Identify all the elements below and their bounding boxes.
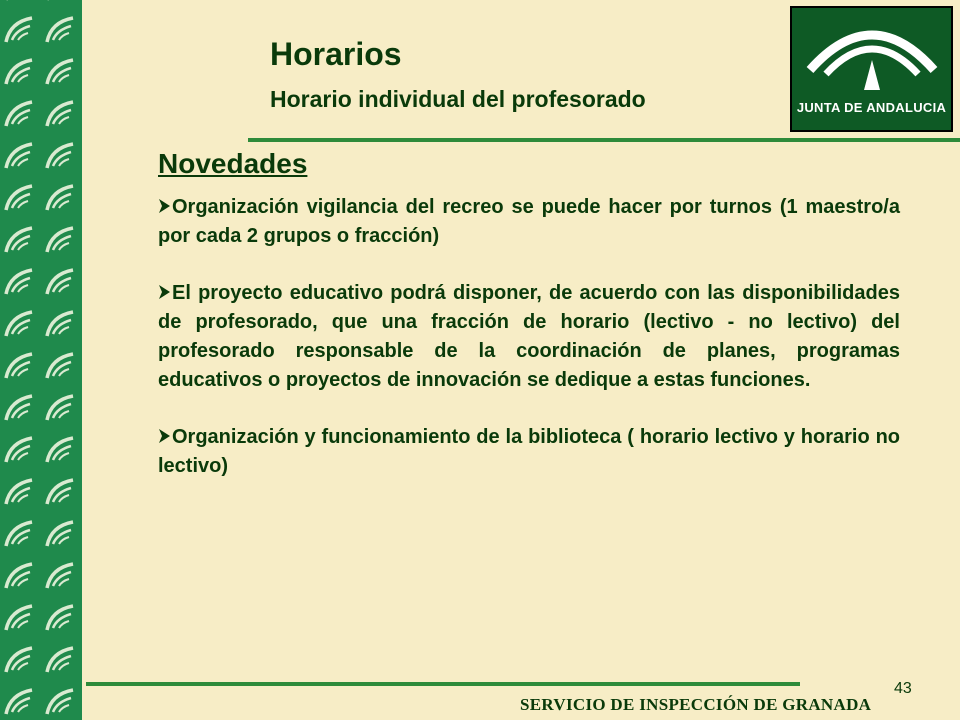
slide-title: Horarios [270,36,402,72]
leaf-pattern-icon [0,0,82,720]
bullet-list [158,193,900,509]
arrow-bullet-icon [158,284,171,300]
slide-subtitle: Horario individual del profesorado [270,86,646,112]
bullet-item [158,193,900,251]
arrow-bullet-icon [158,428,171,444]
footer-divider [86,682,800,686]
bullet-item [158,423,900,481]
bullet-text: Organización y funcionamiento de la biblioteca ( horario lectivo y horario no lectivo) [158,426,900,477]
decorative-side-strip [0,0,82,720]
bullet-text: Organización vigilancia del recreo se puede hacer por turnos (1 maestro/a por cada 2 grupos o fracción) [158,196,900,247]
section-heading: Novedades [158,148,308,179]
junta-de-andalucia-logo [790,6,953,132]
logo-text: JUNTA DE ANDALUCIA [796,100,947,115]
footer-text: SERVICIO DE INSPECCIÓN DE GRANADA [520,695,872,714]
arrow-bullet-icon [158,198,171,214]
bullet-text: El proyecto educativo podrá disponer, de acuerdo con las disponibilidades de profesorado, que una fracción de horario (lectivo - no lectivo) del profesorado responsable de la coordinación de planes, programas educativos o proyectos de innovación se dedique a estas funciones. [158,282,900,391]
header-divider [248,138,960,142]
bullet-item [158,279,900,395]
page-number: 43 [894,680,912,697]
andalucia-arches-icon [792,8,951,100]
